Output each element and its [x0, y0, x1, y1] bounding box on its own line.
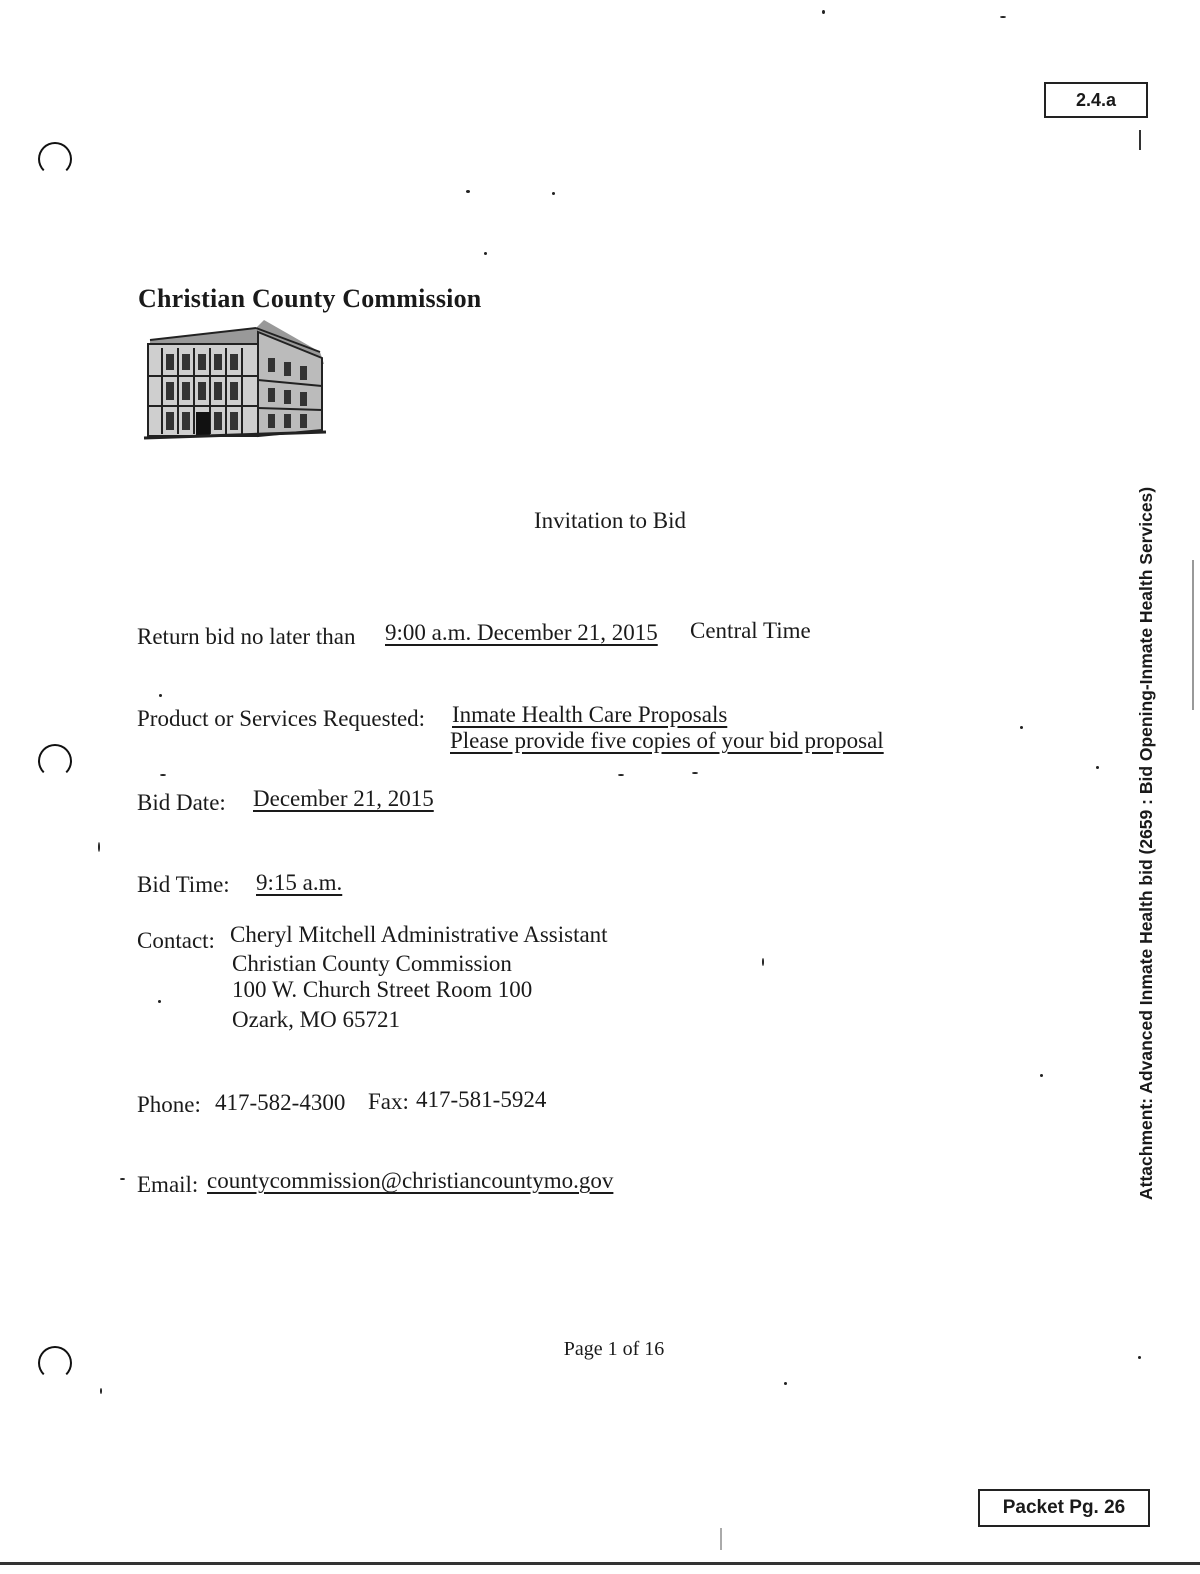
contact-line4: Ozark, MO 65721	[232, 1007, 400, 1032]
scan-speck	[1096, 766, 1099, 769]
product-value-line2: Please provide five copies of your bid proposal	[450, 728, 884, 753]
scan-speck	[160, 774, 166, 776]
return-bid-label: Return bid no later than	[137, 624, 356, 649]
contact-line2: Christian County Commission	[232, 951, 512, 976]
scan-speck	[158, 1000, 161, 1003]
courthouse-logo	[138, 318, 328, 446]
scan-speck	[692, 772, 698, 774]
tag-tick-mark	[1139, 130, 1141, 150]
page-number: Page 1 of 16	[563, 1338, 665, 1360]
scan-speck	[98, 842, 100, 852]
product-value-line1: Inmate Health Care Proposals	[452, 702, 728, 727]
contact-line1: Cheryl Mitchell Administrative Assistant	[230, 922, 608, 947]
return-bid-suffix: Central Time	[690, 618, 811, 643]
phone-value: 417-582-4300	[215, 1090, 346, 1115]
scan-speck	[484, 252, 487, 255]
attachment-tag	[1044, 82, 1148, 118]
scan-bottom-edge	[0, 1562, 1200, 1565]
bid-date-label: Bid Date:	[137, 790, 226, 815]
scan-mark	[720, 1528, 722, 1550]
bid-date-value: December 21, 2015	[253, 786, 434, 811]
fax-value: 417-581-5924	[416, 1087, 547, 1112]
bid-time-label: Bid Time:	[137, 872, 230, 897]
scan-speck	[762, 958, 764, 966]
scan-speck	[100, 1388, 102, 1394]
packet-page-box	[978, 1489, 1150, 1527]
scan-speck	[120, 1178, 125, 1180]
binder-hole-middle	[38, 744, 72, 778]
phone-label: Phone:	[137, 1092, 201, 1117]
scan-speck	[1138, 1356, 1141, 1359]
packet-page-label: Packet Pg. 26	[1002, 1497, 1126, 1518]
scan-speck	[618, 774, 624, 776]
scan-speck	[552, 192, 555, 195]
scan-edge-line	[1192, 560, 1194, 710]
attachment-tag-label: 2.4.a	[1075, 90, 1117, 110]
email-label: Email:	[137, 1172, 199, 1197]
contact-line3: 100 W. Church Street Room 100	[232, 977, 533, 1002]
binder-hole-top	[38, 142, 72, 176]
scan-speck	[1000, 16, 1006, 18]
organization-name: Christian County Commission	[138, 284, 482, 313]
product-label: Product or Services Requested:	[137, 706, 426, 731]
scan-speck	[1020, 726, 1023, 729]
scan-speck	[1040, 1074, 1043, 1077]
scan-speck	[784, 1382, 787, 1385]
scan-speck	[822, 10, 825, 14]
attachment-sidebar-text: Attachment: Advanced Inmate Health bid (2659 : Bid Opening-Inmate Health Services)	[1136, 486, 1156, 1200]
scan-speck	[466, 190, 470, 193]
document-title: Invitation to Bid	[533, 508, 687, 533]
email-link[interactable]: countycommission@christiancountymo.gov	[207, 1168, 614, 1193]
courthouse-logo-graphic	[138, 318, 328, 446]
return-bid-value: 9:00 a.m. December 21, 2015	[385, 620, 658, 645]
contact-label: Contact:	[137, 928, 215, 953]
bid-time-value: 9:15 a.m.	[256, 870, 343, 895]
scan-speck	[159, 694, 162, 697]
fax-label: Fax:	[368, 1089, 409, 1114]
